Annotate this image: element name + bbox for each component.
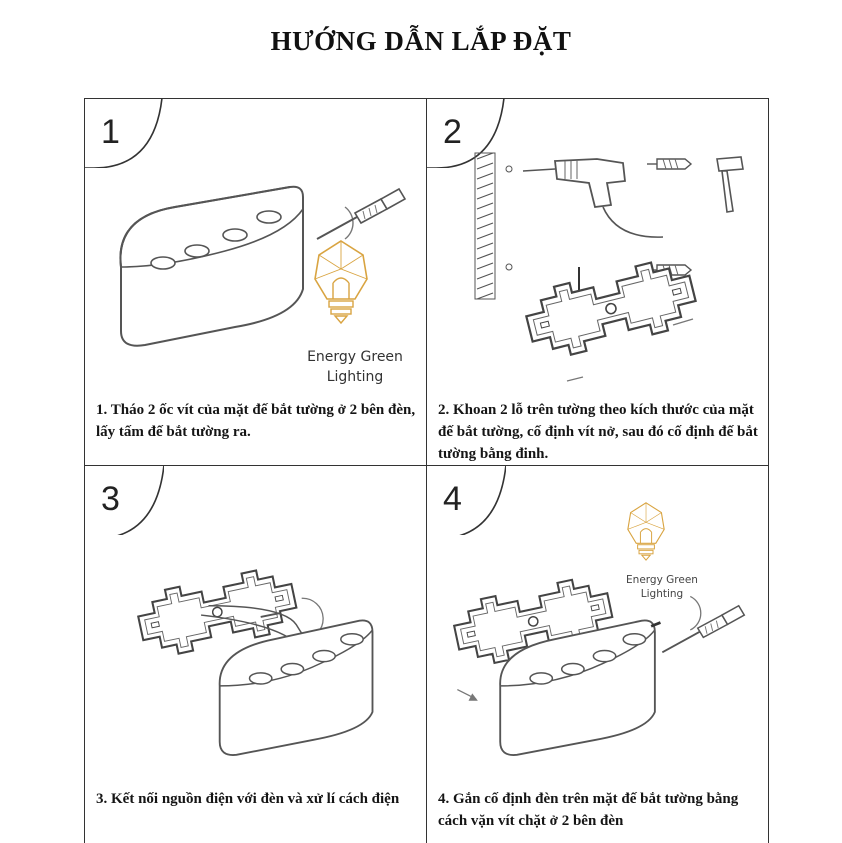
step-panel-1 (84, 98, 427, 466)
step-panel-4 (426, 465, 769, 843)
step-number: 2 (443, 113, 462, 151)
step-number: 1 (101, 113, 120, 151)
mounting-illustration (427, 466, 770, 766)
wiring-illustration (85, 466, 428, 766)
step-panel-2 (426, 98, 769, 466)
drilling-illustration (427, 99, 770, 399)
brand-logo-text: Energy Green Lighting (307, 349, 403, 385)
step-caption: 3. Kết nối nguồn điện với đèn và xử lí cách điện (96, 791, 400, 807)
page-title: HƯỚNG DẪN LẮP ĐẶT (270, 26, 572, 56)
brand-logo-text: Energy Green Lighting (626, 574, 698, 600)
step-caption: 1. Tháo 2 ốc vít của mặt đế bắt tường ở 2 bên đèn, lấy tấm đế bắt tường ra. (96, 402, 416, 440)
step-number: 4 (443, 480, 462, 518)
step-caption: 2. Khoan 2 lỗ trên tường theo kích thước của mặt đế bắt tường, cố định vít nở, sau đó cố định đế bắt tường bằng đinh. (438, 402, 758, 462)
step-number: 3 (101, 480, 120, 518)
step-panel-3 (84, 465, 427, 843)
step-caption: 4. Gắn cố định đèn trên mặt đế bắt tường bằng cách vặn vít chặt ở 2 bên đèn (438, 791, 739, 829)
